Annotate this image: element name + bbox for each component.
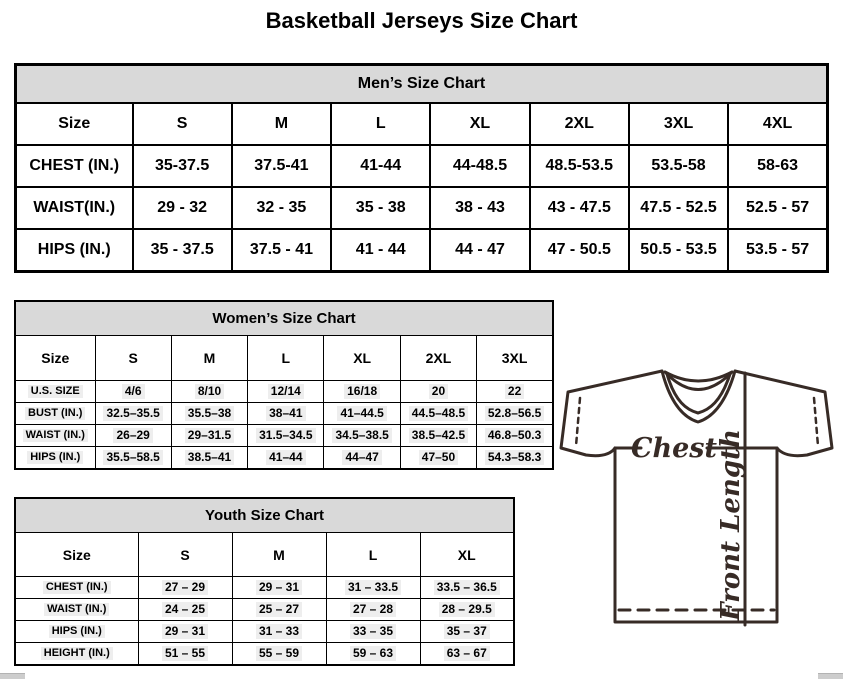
table-title: Women’s Size Chart — [15, 301, 553, 336]
size-value-cell — [477, 425, 553, 447]
row-label — [15, 381, 95, 403]
column-header: L — [248, 336, 324, 381]
row-label-text: WAIST (IN.) — [23, 429, 88, 443]
table-row — [15, 381, 553, 403]
size-value-cell-text: 44–47 — [342, 450, 381, 465]
size-value-cell: 38 - 43 — [430, 187, 529, 229]
table-row — [16, 229, 828, 272]
size-value-cell — [171, 381, 247, 403]
left-sleeve-dashed-line — [576, 398, 580, 446]
size-value-cell — [232, 643, 326, 666]
column-header: 4XL — [728, 103, 827, 145]
size-value-cell-text: 59 – 63 — [350, 646, 396, 661]
size-value-cell — [420, 643, 514, 666]
size-value-cell — [326, 643, 420, 666]
size-value-cell-text: 41–44.5 — [337, 406, 386, 421]
row-label-text: U.S. SIZE — [28, 385, 83, 399]
size-value-cell-text: 52.8–56.5 — [485, 406, 544, 421]
size-value-cell — [248, 381, 324, 403]
column-header: L — [326, 533, 420, 577]
scrollbar-fragment-left[interactable] — [0, 673, 25, 679]
table-caption-row — [15, 301, 553, 336]
size-value-cell-text: 33.5 – 36.5 — [434, 580, 500, 595]
mens-size-chart-table — [14, 63, 829, 273]
row-label-text: HEIGHT (IN.) — [41, 647, 113, 661]
size-value-cell-text: 24 – 25 — [162, 602, 208, 617]
size-value-cell: 35 - 37.5 — [133, 229, 232, 272]
size-value-cell-text: 38–41 — [266, 406, 305, 421]
chest-label: Chest — [631, 433, 717, 464]
column-header: Size — [15, 336, 95, 381]
column-header: M — [232, 533, 326, 577]
size-value-cell-text: 31 – 33 — [256, 624, 302, 639]
size-value-cell-text: 12/14 — [268, 384, 304, 399]
table-title: Men’s Size Chart — [16, 65, 828, 104]
size-value-cell: 41 - 44 — [331, 229, 430, 272]
size-value-cell — [138, 577, 232, 599]
row-label — [15, 643, 138, 666]
size-value-cell: 37.5-41 — [232, 145, 331, 187]
size-value-cell-text: 8/10 — [195, 384, 224, 399]
size-value-cell-text: 27 – 29 — [162, 580, 208, 595]
size-value-cell — [324, 381, 400, 403]
table-header-row — [15, 533, 514, 577]
size-value-cell-text: 55 – 59 — [256, 646, 302, 661]
size-value-cell — [420, 577, 514, 599]
size-value-cell-text: 22 — [505, 384, 524, 399]
size-value-cell: 35 - 38 — [331, 187, 430, 229]
size-value-cell — [477, 403, 553, 425]
size-value-cell — [232, 621, 326, 643]
column-header: 3XL — [477, 336, 553, 381]
row-label — [15, 425, 95, 447]
size-value-cell: 58-63 — [728, 145, 827, 187]
size-value-cell: 48.5-53.5 — [530, 145, 629, 187]
size-value-cell-text: 51 – 55 — [162, 646, 208, 661]
column-header: L — [331, 103, 430, 145]
size-value-cell-text: 38.5–42.5 — [409, 428, 468, 443]
table-row — [16, 187, 828, 229]
table-title: Youth Size Chart — [15, 498, 514, 533]
size-value-cell — [324, 447, 400, 470]
column-header: M — [232, 103, 331, 145]
size-value-cell-text: 26–29 — [113, 428, 152, 443]
row-label — [15, 599, 138, 621]
column-header: S — [133, 103, 232, 145]
size-value-cell: 35-37.5 — [133, 145, 232, 187]
column-header: XL — [324, 336, 400, 381]
size-value-cell — [326, 621, 420, 643]
size-value-cell-text: 29 – 31 — [256, 580, 302, 595]
size-value-cell-text: 31.5–34.5 — [256, 428, 315, 443]
size-value-cell — [95, 425, 171, 447]
table-header-row — [16, 103, 828, 145]
size-value-cell: 53.5-58 — [629, 145, 728, 187]
row-label-text: BUST (IN.) — [25, 407, 85, 421]
size-value-cell: 52.5 - 57 — [728, 187, 827, 229]
size-value-cell — [138, 621, 232, 643]
youth-size-chart-table — [14, 497, 515, 666]
size-value-cell — [95, 447, 171, 470]
size-value-cell-text: 34.5–38.5 — [332, 428, 391, 443]
size-value-cell-text: 16/18 — [344, 384, 380, 399]
size-value-cell: 41-44 — [331, 145, 430, 187]
size-value-cell — [248, 403, 324, 425]
size-value-cell — [400, 403, 476, 425]
size-value-cell — [420, 621, 514, 643]
size-value-cell-text: 31 – 33.5 — [345, 580, 401, 595]
size-value-cell — [248, 447, 324, 470]
table-row — [15, 621, 514, 643]
row-label — [15, 447, 95, 470]
size-value-cell: 53.5 - 57 — [728, 229, 827, 272]
size-value-cell — [400, 381, 476, 403]
size-value-cell: 32 - 35 — [232, 187, 331, 229]
size-value-cell — [477, 381, 553, 403]
column-header: XL — [420, 533, 514, 577]
size-value-cell — [324, 403, 400, 425]
row-label — [15, 403, 95, 425]
table-header-row — [15, 336, 553, 381]
size-value-cell — [326, 599, 420, 621]
column-header: Size — [16, 103, 133, 145]
row-label: WAIST(IN.) — [16, 187, 133, 229]
row-label-text: WAIST (IN.) — [44, 603, 109, 617]
size-value-cell-text: 41–44 — [266, 450, 305, 465]
table-row — [15, 577, 514, 599]
size-value-cell — [138, 599, 232, 621]
column-header: S — [95, 336, 171, 381]
size-value-cell-text: 29–31.5 — [185, 428, 234, 443]
size-value-cell-text: 35.5–58.5 — [103, 450, 162, 465]
size-value-cell-text: 35.5–38 — [185, 406, 234, 421]
size-value-cell-text: 29 – 31 — [162, 624, 208, 639]
size-value-cell-text: 25 – 27 — [256, 602, 302, 617]
table-row — [15, 425, 553, 447]
size-value-cell: 44-48.5 — [430, 145, 529, 187]
size-value-cell: 43 - 47.5 — [530, 187, 629, 229]
table-row — [15, 403, 553, 425]
size-value-cell-text: 63 – 67 — [444, 646, 490, 661]
table-caption-row — [15, 498, 514, 533]
size-value-cell — [420, 599, 514, 621]
size-value-cell-text: 28 – 29.5 — [439, 602, 495, 617]
table-caption-row — [16, 65, 828, 104]
size-value-cell — [171, 403, 247, 425]
row-label-text: HIPS (IN.) — [49, 625, 105, 639]
size-value-cell: 50.5 - 53.5 — [629, 229, 728, 272]
size-value-cell: 44 - 47 — [430, 229, 529, 272]
row-label: HIPS (IN.) — [16, 229, 133, 272]
size-value-cell: 47 - 50.5 — [530, 229, 629, 272]
row-label — [15, 621, 138, 643]
table-row — [15, 599, 514, 621]
column-header: M — [171, 336, 247, 381]
row-label-text: CHEST (IN.) — [43, 581, 111, 595]
table-row — [15, 447, 553, 470]
column-header: 2XL — [530, 103, 629, 145]
size-value-cell — [171, 425, 247, 447]
size-value-cell — [95, 381, 171, 403]
size-value-cell — [400, 425, 476, 447]
size-value-cell-text: 20 — [429, 384, 448, 399]
column-header: 2XL — [400, 336, 476, 381]
size-value-cell: 37.5 - 41 — [232, 229, 331, 272]
size-value-cell-text: 44.5–48.5 — [409, 406, 468, 421]
size-value-cell-text: 46.8–50.3 — [485, 428, 544, 443]
page-title: Basketball Jerseys Size Chart — [265, 8, 578, 33]
size-value-cell-text: 54.3–58.3 — [485, 450, 544, 465]
size-value-cell-text: 32.5–35.5 — [103, 406, 162, 421]
table-row — [16, 145, 828, 187]
row-label: CHEST (IN.) — [16, 145, 133, 187]
size-value-cell-text: 27 – 28 — [350, 602, 396, 617]
womens-size-chart-table — [14, 300, 554, 470]
size-value-cell — [326, 577, 420, 599]
scrollbar-fragment-right[interactable] — [818, 673, 843, 679]
size-value-cell — [232, 577, 326, 599]
size-value-cell: 29 - 32 — [133, 187, 232, 229]
size-value-cell-text: 47–50 — [419, 450, 458, 465]
jersey-outline — [561, 371, 832, 622]
row-label — [15, 577, 138, 599]
front-length-label: Front Length — [716, 429, 746, 621]
size-value-cell — [248, 425, 324, 447]
size-value-cell — [477, 447, 553, 470]
table-row — [15, 643, 514, 666]
column-header: Size — [15, 533, 138, 577]
column-header: S — [138, 533, 232, 577]
size-value-cell-text: 38.5–41 — [185, 450, 234, 465]
column-header: XL — [430, 103, 529, 145]
column-header: 3XL — [629, 103, 728, 145]
size-value-cell — [171, 447, 247, 470]
size-value-cell: 47.5 - 52.5 — [629, 187, 728, 229]
size-value-cell — [138, 643, 232, 666]
size-value-cell — [324, 425, 400, 447]
size-value-cell-text: 33 – 35 — [350, 624, 396, 639]
size-value-cell — [232, 599, 326, 621]
row-label-text: HIPS (IN.) — [27, 451, 83, 465]
size-value-cell-text: 4/6 — [122, 384, 145, 399]
jersey-measurement-diagram — [555, 360, 843, 676]
size-value-cell-text: 35 – 37 — [444, 624, 490, 639]
size-value-cell — [95, 403, 171, 425]
size-value-cell — [400, 447, 476, 470]
right-sleeve-dashed-line — [814, 398, 818, 446]
